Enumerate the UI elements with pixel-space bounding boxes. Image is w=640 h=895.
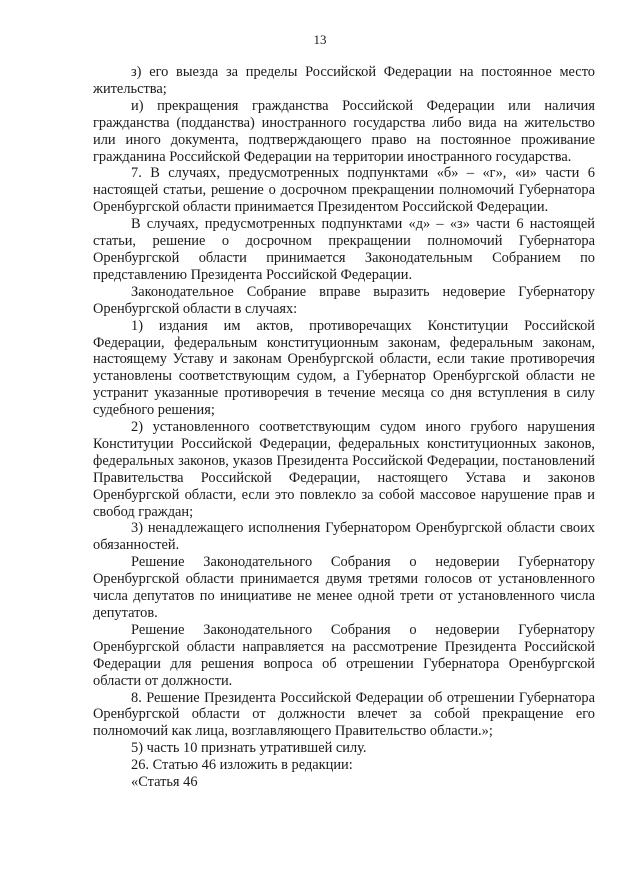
paragraph-no-confidence-intro: Законодательное Собрание вправе выразить недоверие Губернатору Оренбургской области в случаях:	[93, 283, 595, 317]
paragraph-part-8: 8. Решение Президента Российской Федерации об отрешении Губернатора Оренбургской области от должности влечет за собой прекращение его полномочий как лица, возглавляющего Правительство области.»;	[93, 689, 595, 740]
paragraph-decision-referral: Решение Законодательного Собрания о недоверии Губернатору Оренбургской области направляется на рассмотрение Президента Российской Федерации для решения вопроса об отрешении Губернатора Оренбургской области от должности.	[93, 621, 595, 689]
paragraph-part-7-cases: В случаях, предусмотренных подпунктами «д» – «з» части 6 настоящей статьи, решение о досрочном прекращении полномочий Губернатора Оренбургской области принимается Законодательным Собранием по представлению Президента Российской Федерации.	[93, 216, 595, 283]
paragraph-article-46-heading: «Статья 46	[131, 774, 198, 791]
paragraph-decision-adoption: Решение Законодательного Собрания о недоверии Губернатору Оренбургской области принимается двумя третями голосов от установленного числа депутатов по инициативе не менее одной трети от установленного числа депутатов.	[93, 554, 595, 621]
paragraph-amendment-5: 5) часть 10 признать утратившей силу.	[131, 740, 367, 757]
paragraph-item-1: 1) издания им актов, противоречащих Конституции Российской Федерации, федеральным конституционным законам, федеральным законам, настоящему Уставу и законам Оренбургской области, если такие противоречия установлены соответствующим судом, а Губернатор Оренбургской области не устранит указанные противоречия в течение месяца со дня вступления в силу судебного решения;	[93, 317, 595, 419]
paragraph-item-3: 3) ненадлежащего исполнения Губернатором Оренбургской области своих обязанностей.	[93, 520, 595, 554]
paragraph-item-2: 2) установленного соответствующим судом иного грубого нарушения Конституции Российской Федерации, федеральных конституционных законов, федеральных законов, указов Президента Российской Федерации, постановлений Правительства Российской Федерации, настоящего Устава и законов Оренбургской области, если это повлекло за собой массовое нарушение прав и свобод граждан;	[93, 419, 595, 520]
document-body	[93, 64, 595, 791]
page-number: 13	[313, 32, 327, 47]
paragraph-part-7: 7. В случаях, предусмотренных подпунктами «б» – «г», «и» части 6 настоящей статьи, решение о досрочном прекращении полномочий Губернатора Оренбургской области принимается Президентом Российской Федерации.	[93, 165, 595, 216]
paragraph-amendment-26: 26. Статью 46 изложить в редакции:	[131, 757, 353, 774]
paragraph-clause-z: з) его выезда за пределы Российской Федерации на постоянное место жительства;	[93, 64, 595, 97]
paragraph-clause-i: и) прекращения гражданства Российской Федерации или наличия гражданства (подданства) иностранного государства либо вида на жительство или иного документа, подтверждающего право на постоянное проживание гражданина Российской Федерации на территории иностранного государства.	[93, 97, 595, 165]
